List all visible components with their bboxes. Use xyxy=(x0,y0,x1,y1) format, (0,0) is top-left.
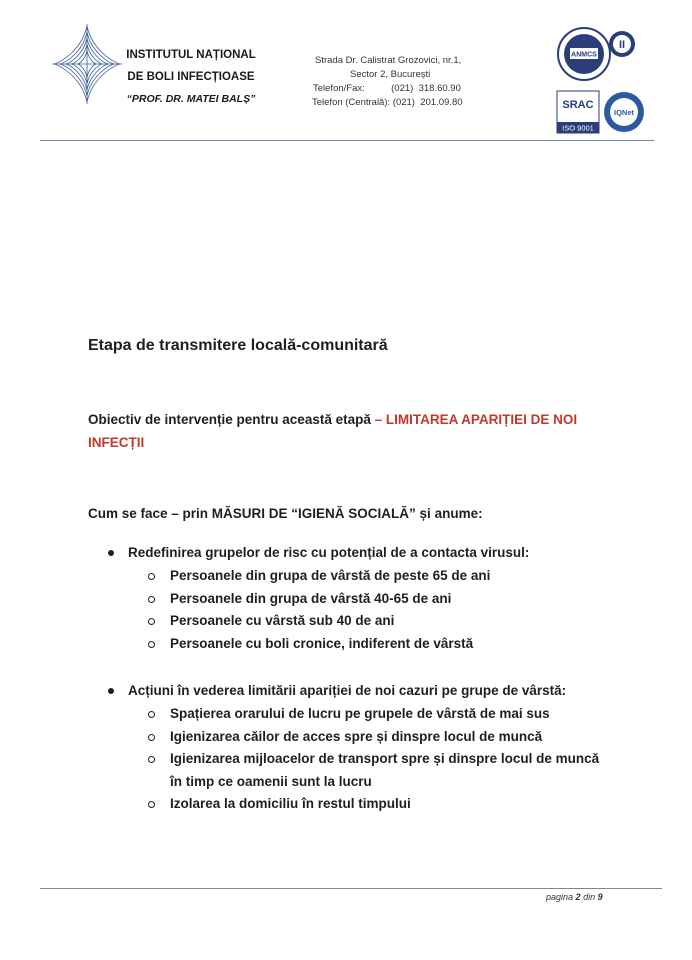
list-item xyxy=(106,703,626,726)
bullet-circle-icon xyxy=(148,641,155,648)
list-item-text: Izolarea la domiciliu în restul timpului xyxy=(170,796,411,811)
list-section xyxy=(106,542,626,655)
bullet-dot-icon xyxy=(108,550,114,556)
objective-paragraph xyxy=(88,408,618,454)
list-item xyxy=(106,633,626,656)
list-section-title xyxy=(106,680,576,702)
bullet-circle-icon xyxy=(148,618,155,625)
objective-label: Obiectiv de intervenție pentru această etapă xyxy=(88,412,371,427)
address-phone-fax: Telefon/Fax: (021) 318.60.90 xyxy=(313,83,461,94)
list-item xyxy=(106,748,606,793)
footer-divider xyxy=(40,888,662,889)
address-phone-central: Telefon (Centrală): (021) 201.09.80 xyxy=(312,97,463,108)
bullet-circle-icon xyxy=(148,573,155,580)
iso-certification-logos-icon xyxy=(556,90,646,134)
address-sector: Sector 2, București xyxy=(350,69,431,80)
institution-name-line2: DE BOLI INFECȚIOASE xyxy=(127,71,255,83)
institution-address xyxy=(300,54,500,110)
letterhead xyxy=(0,0,692,140)
list-item-text: Spațierea orarului de lucru pe grupele de vârstă de mai sus xyxy=(170,706,550,721)
list-item-text: Persoanele cu vârstă sub 40 de ani xyxy=(170,613,395,628)
list-item-text: Persoanele din grupa de vârstă de peste 65 de ani xyxy=(170,568,491,583)
page-total: 9 xyxy=(597,892,603,902)
anmcs-level-text: II xyxy=(618,39,626,51)
list-section-title-text: Redefinirea grupelor de risc cu potențial de a contacta virusul: xyxy=(128,545,530,560)
bullet-circle-icon xyxy=(148,734,155,741)
list-item xyxy=(106,588,626,611)
list-item xyxy=(106,793,626,816)
section-heading: Etapa de transmitere locală-comunitară xyxy=(88,337,388,354)
list-section xyxy=(106,680,626,816)
institution-name-line1: INSTITUTUL NAȚIONAL xyxy=(126,49,256,61)
list-item-text: Persoanele din grupa de vârstă 40-65 de ani xyxy=(170,590,452,606)
objective-value: LIMITAREA APARIȚIEI DE NOI INFECȚII xyxy=(88,412,578,450)
list-item xyxy=(106,610,626,633)
iqnet-logo-text: IQNet xyxy=(613,108,635,117)
list-section-title xyxy=(106,542,626,564)
iso-logo-text: ISO 9001 xyxy=(562,123,594,133)
page-of: din xyxy=(583,892,596,902)
list-item-text: Igienizarea mijloacelor de transport spre și dinspre locul de muncă în timp ce oamenii sunt la lucru xyxy=(170,751,600,789)
page-word: pagina xyxy=(546,892,574,902)
bullet-dot-icon xyxy=(108,688,114,694)
institute-logo-icon xyxy=(52,24,122,104)
list-item xyxy=(106,726,626,749)
page-number xyxy=(546,892,603,902)
header-divider xyxy=(40,140,654,141)
list-item-text: Igienizarea căilor de acces spre și dinspre locul de muncă xyxy=(170,728,543,744)
bullet-circle-icon xyxy=(148,711,155,718)
sub-list xyxy=(106,703,626,816)
institution-name xyxy=(116,44,266,110)
list-item xyxy=(106,565,626,588)
bullet-circle-icon xyxy=(148,801,155,808)
list-item-text: Persoanele cu boli cronice, indiferent de vârstă xyxy=(170,635,474,651)
anmcs-accreditation-logo-icon xyxy=(556,26,644,82)
list-section-title-text: Acțiuni în vederea limitării apariției de noi cazuri pe grupe de vârstă: xyxy=(128,683,567,698)
institution-name-line3: “PROF. DR. MATEI BALȘ” xyxy=(126,93,256,105)
bullet-circle-icon xyxy=(148,756,155,763)
sub-list xyxy=(106,565,626,655)
srac-logo-text: SRAC xyxy=(562,99,594,111)
objective-dash: – xyxy=(370,412,386,427)
page-current: 2 xyxy=(575,892,581,902)
anmcs-logo-text: ANMCS xyxy=(571,51,597,59)
address-street: Strada Dr. Calistrat Grozovici, nr.1, xyxy=(315,55,462,66)
method-intro: Cum se face – prin MĂSURI DE “IGIENĂ SOCIALĂ” și anume: xyxy=(88,506,483,521)
bullet-circle-icon xyxy=(148,596,155,603)
